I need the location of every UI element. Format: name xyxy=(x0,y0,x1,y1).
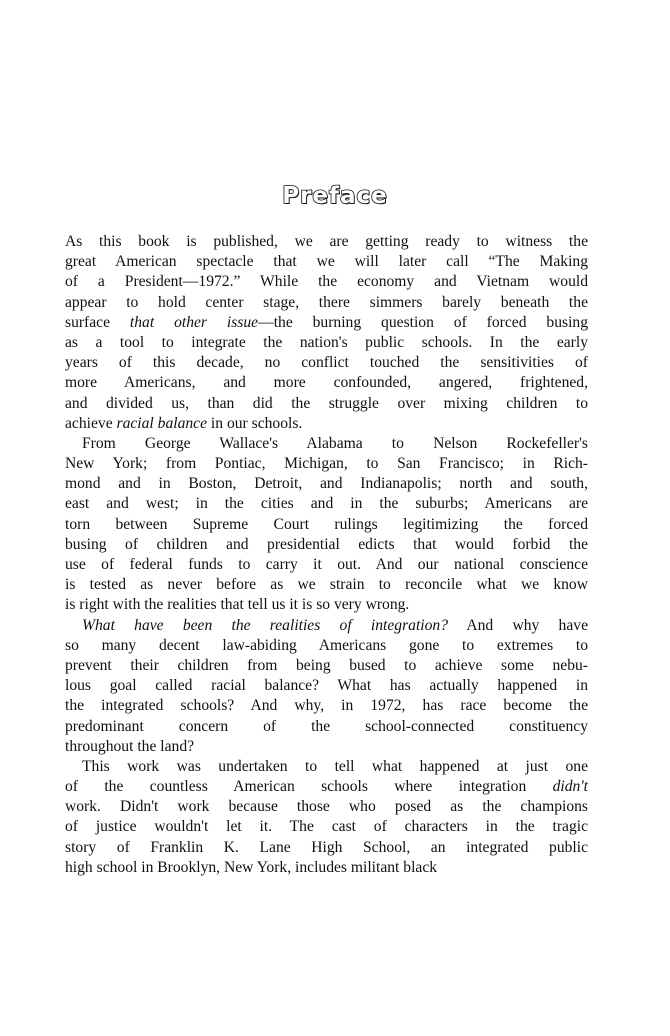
text-line xyxy=(65,757,588,777)
text-segment: From George Wallace's Alabama to Nelson Rockefeller's xyxy=(82,434,588,452)
text-segment: throughout the land? xyxy=(65,737,195,755)
text-line xyxy=(65,797,588,817)
text-line xyxy=(65,696,588,716)
text-segment: And why have xyxy=(448,616,588,634)
text-segment: appear to hold center stage, there simmers barely beneath the xyxy=(65,293,588,311)
text-segment: great American spectacle that we will later call “The Making xyxy=(65,253,588,271)
text-line xyxy=(65,838,588,858)
text-segment: use of federal funds to carry it out. And our national conscience xyxy=(65,556,588,573)
text-segment: achieve xyxy=(65,414,117,432)
paragraph xyxy=(65,232,588,434)
text-line xyxy=(65,595,588,615)
text-line xyxy=(65,232,588,252)
text-segment: predominant concern of the school-connected constituency xyxy=(65,717,588,735)
text-line xyxy=(65,353,588,373)
text-line xyxy=(65,333,588,353)
text-segment: is tested as never before as we strain to reconcile what we know xyxy=(65,576,588,594)
text-segment: As this book is published, we are getting ready to witness the xyxy=(65,233,588,250)
text-line xyxy=(65,858,588,878)
text-segment: the integrated schools? And why, in 1972, has race become the xyxy=(65,697,588,715)
text-segment: prevent their children from being bused to achieve some nebu- xyxy=(65,656,588,674)
italic-text: that other issue xyxy=(129,313,259,331)
paragraph xyxy=(65,757,588,878)
text-segment: New York; from Pontiac, Michigan, to San Francisco; in Rich- xyxy=(65,455,588,473)
text-segment: so many decent law-abiding Americans gone to extremes to xyxy=(65,636,588,654)
text-line xyxy=(65,434,588,454)
italic-text: didn't xyxy=(552,778,588,796)
text-line xyxy=(65,313,588,333)
text-segment: years of this decade, no conflict touched the sensitivities of xyxy=(65,354,588,372)
italic-text: What have been the realities of integration? xyxy=(82,616,448,634)
text-line xyxy=(65,272,588,292)
text-line xyxy=(65,494,588,514)
text-line xyxy=(65,575,588,595)
text-segment: work. Didn't work because those who posed as the champions xyxy=(65,798,588,816)
text-line xyxy=(65,636,588,656)
text-segment: story of Franklin K. Lane High School, an integrated public xyxy=(65,838,588,856)
text-segment: east and west; in the cities and in the suburbs; Americans are xyxy=(65,495,588,513)
text-segment: is right with the realities that tell us it is so very wrong. xyxy=(65,596,410,614)
text-segment: and divided us, than did the struggle over mixing children to xyxy=(65,394,588,412)
text-segment: torn between Supreme Court rulings legitimizing the forced xyxy=(65,515,588,533)
text-line xyxy=(65,717,588,737)
text-line xyxy=(65,293,588,313)
text-line xyxy=(65,373,588,393)
text-segment: of justice wouldn't let it. The cast of characters in the tragic xyxy=(65,818,588,836)
text-line xyxy=(65,676,588,696)
text-segment: surface xyxy=(65,313,130,331)
text-segment: This work was undertaken to tell what happened at just one xyxy=(82,757,588,775)
preface-body xyxy=(65,232,588,878)
text-segment: high school in Brooklyn, New York, includes militant black xyxy=(65,858,438,876)
text-line xyxy=(65,777,588,797)
text-line xyxy=(65,454,588,474)
text-segment: more Americans, and more confounded, angered, frightened, xyxy=(65,374,588,392)
text-segment: of a President—1972.” While the economy and Vietnam would xyxy=(65,273,588,291)
text-segment: —the burning question of forced busing xyxy=(258,313,588,331)
italic-text: racial balance xyxy=(116,414,208,432)
text-line xyxy=(65,515,588,535)
paragraph xyxy=(65,434,588,616)
text-line xyxy=(65,656,588,676)
text-segment: as a tool to integrate the nation's public schools. In the early xyxy=(65,333,588,351)
text-line xyxy=(65,555,588,575)
text-line xyxy=(65,414,588,434)
paragraph xyxy=(65,616,588,757)
text-line xyxy=(65,616,588,636)
page-title: Preface xyxy=(282,183,388,209)
text-line xyxy=(65,817,588,837)
text-line xyxy=(65,252,588,272)
text-segment: in our schools. xyxy=(207,414,303,432)
text-line xyxy=(65,474,588,494)
text-segment: lous goal called racial balance? What has actually happened in xyxy=(65,677,588,695)
text-segment: busing of children and presidential edicts that would forbid the xyxy=(65,535,588,553)
text-segment: mond and in Boston, Detroit, and Indianapolis; north and south, xyxy=(65,475,588,493)
text-line xyxy=(65,737,588,757)
text-line xyxy=(65,394,588,414)
text-line xyxy=(65,535,588,555)
text-segment: of the countless American schools where integration xyxy=(65,778,553,796)
